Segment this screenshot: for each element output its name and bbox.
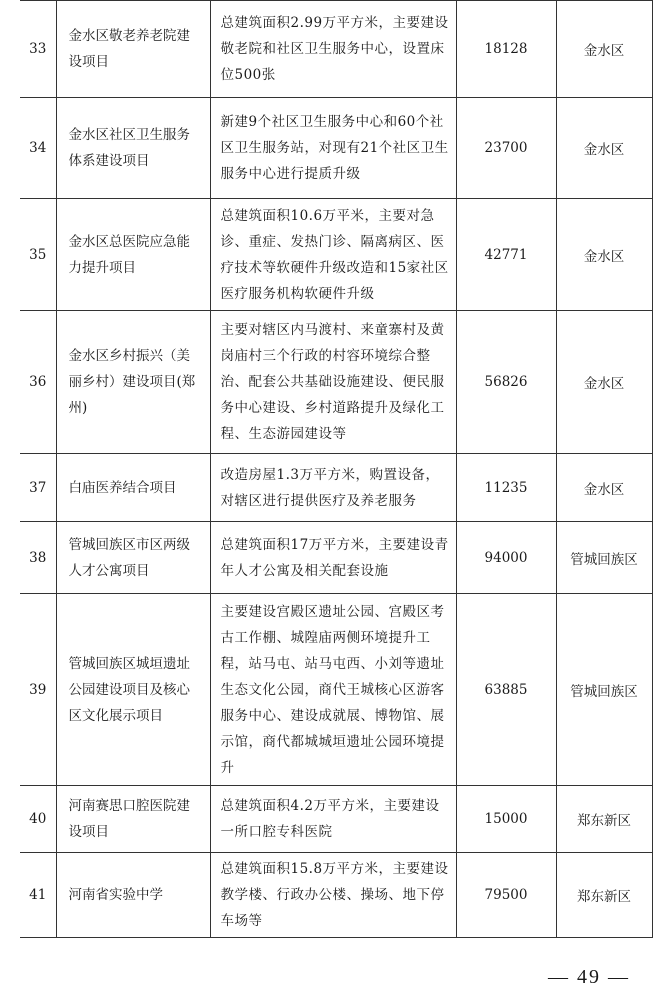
investment-amount: 79500 bbox=[456, 853, 556, 938]
investment-amount: 42771 bbox=[456, 199, 556, 311]
project-content: 改造房屋1.3万平方米，购置设备，对辖区进行提供医疗及养老服务 bbox=[210, 454, 456, 522]
row-number: 38 bbox=[20, 522, 56, 594]
row-number: 39 bbox=[20, 594, 56, 786]
investment-amount: 11235 bbox=[456, 454, 556, 522]
project-name: 金水区敬老养老院建设项目 bbox=[56, 1, 210, 98]
project-content: 主要建设宫殿区遗址公园、宫殿区考古工作棚、城隍庙两侧环境提升工程，站马屯、站马屯西、小刘等遗址生态文化公园，商代王城核心区游客服务中心、建设成就展、博物馆、展示馆，商代都城城垣遗址公园环境提升 bbox=[210, 594, 456, 786]
table-row bbox=[20, 786, 652, 853]
project-content: 总建筑面积17万平方米，主要建设青年人才公寓及相关配套设施 bbox=[210, 522, 456, 594]
table-row bbox=[20, 594, 652, 786]
table-row bbox=[20, 98, 652, 199]
table-row bbox=[20, 311, 652, 454]
project-name: 金水区社区卫生服务体系建设项目 bbox=[56, 98, 210, 199]
page-number: — 49 — bbox=[548, 966, 630, 988]
table-row bbox=[20, 522, 652, 594]
row-number: 40 bbox=[20, 786, 56, 853]
table-row bbox=[20, 1, 652, 98]
district: 金水区 bbox=[556, 1, 652, 98]
table-row bbox=[20, 454, 652, 522]
district: 金水区 bbox=[556, 311, 652, 454]
project-content: 总建筑面积2.99万平方米，主要建设敬老院和社区卫生服务中心，设置床位500张 bbox=[210, 1, 456, 98]
investment-amount: 18128 bbox=[456, 1, 556, 98]
row-number: 41 bbox=[20, 853, 56, 938]
project-table-sheet bbox=[20, 0, 652, 938]
project-content: 总建筑面积10.6万平米，主要对急诊、重症、发热门诊、隔离病区、医疗技术等软硬件升级改造和15家社区医疗服务机构软硬件升级 bbox=[210, 199, 456, 311]
project-name: 白庙医养结合项目 bbox=[56, 454, 210, 522]
district: 金水区 bbox=[556, 199, 652, 311]
project-name: 管城回族区城垣遗址公园建设项目及核心区文化展示项目 bbox=[56, 594, 210, 786]
district: 管城回族区 bbox=[556, 522, 652, 594]
row-number: 33 bbox=[20, 1, 56, 98]
district: 郑东新区 bbox=[556, 786, 652, 853]
row-number: 35 bbox=[20, 199, 56, 311]
row-number: 34 bbox=[20, 98, 56, 199]
table-row bbox=[20, 853, 652, 938]
project-name: 河南省实验中学 bbox=[56, 853, 210, 938]
project-content: 主要对辖区内马渡村、来童寨村及黄岗庙村三个行政的村容环境综合整治、配套公共基础设施建设、便民服务中心建设、乡村道路提升及绿化工程、生态游园建设等 bbox=[210, 311, 456, 454]
project-content: 新建9个社区卫生服务中心和60个社区卫生服务站，对现有21个社区卫生服务中心进行提质升级 bbox=[210, 98, 456, 199]
project-name: 河南赛思口腔医院建设项目 bbox=[56, 786, 210, 853]
row-number: 36 bbox=[20, 311, 56, 454]
project-table bbox=[20, 0, 653, 938]
project-name: 金水区乡村振兴（美丽乡村）建设项目(郑州) bbox=[56, 311, 210, 454]
investment-amount: 15000 bbox=[456, 786, 556, 853]
district: 金水区 bbox=[556, 98, 652, 199]
table-row bbox=[20, 199, 652, 311]
project-content: 总建筑面积15.8万平方米，主要建设教学楼、行政办公楼、操场、地下停车场等 bbox=[210, 853, 456, 938]
project-name: 管城回族区市区两级人才公寓项目 bbox=[56, 522, 210, 594]
district: 金水区 bbox=[556, 454, 652, 522]
project-name: 金水区总医院应急能力提升项目 bbox=[56, 199, 210, 311]
district: 管城回族区 bbox=[556, 594, 652, 786]
row-number: 37 bbox=[20, 454, 56, 522]
investment-amount: 23700 bbox=[456, 98, 556, 199]
district: 郑东新区 bbox=[556, 853, 652, 938]
investment-amount: 56826 bbox=[456, 311, 556, 454]
project-content: 总建筑面积4.2万平方米，主要建设一所口腔专科医院 bbox=[210, 786, 456, 853]
investment-amount: 94000 bbox=[456, 522, 556, 594]
project-table-body bbox=[20, 1, 652, 938]
investment-amount: 63885 bbox=[456, 594, 556, 786]
